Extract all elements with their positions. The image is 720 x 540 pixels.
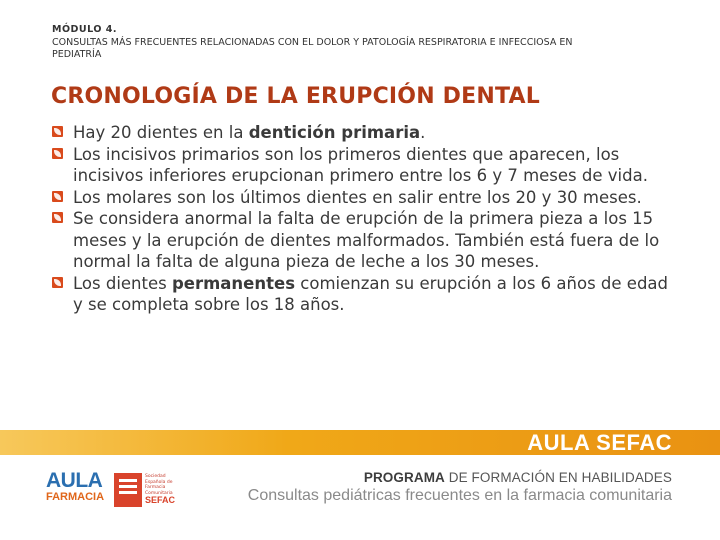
sefac-mark-icon: [114, 473, 142, 507]
checkbox-bullet-icon: [52, 126, 63, 137]
checkbox-bullet-icon: [52, 148, 63, 159]
bullet-item: [52, 122, 672, 144]
bullet-item: [52, 273, 672, 316]
module-subtitle: CONSULTAS MÁS FRECUENTES RELACIONADAS CON EL DOLOR Y PATOLOGÍA RESPIRATORIA E INFECCIOSA EN PEDIATRÍA: [52, 36, 573, 60]
slide-title: CRONOLOGÍA DE LA ERUPCIÓN DENTAL: [51, 84, 540, 109]
footer-band: [0, 430, 720, 455]
program-title: [248, 470, 672, 486]
bullet-text: Los dientes: [73, 273, 172, 293]
bullet-item: [52, 144, 672, 187]
bullet-text: .: [420, 123, 426, 142]
bullet-emphasis: dentición primaria: [248, 123, 421, 142]
program-title-rest: DE FORMACIÓN EN HABILIDADES: [444, 470, 672, 485]
module-title: MÓDULO 4.: [52, 24, 117, 35]
farmacia-logo-text: FARMACIA: [46, 491, 105, 503]
aula-logo-text: AULA: [46, 469, 103, 492]
bullet-emphasis: permanentes: [171, 273, 296, 293]
bullet-list: [52, 122, 672, 316]
sefac-society-name: Sociedad Española de Farmacia Comunitaria: [145, 474, 173, 496]
program-subtitle: Consultas pediátricas frecuentes en la farmacia comunitaria: [247, 487, 672, 504]
bullet-text: Los molares son los últimos dientes en salir entre los 20 y 30 meses.: [73, 187, 642, 207]
checkbox-bullet-icon: [52, 212, 63, 223]
program-info: [248, 470, 672, 505]
bullet-text: Los incisivos primarios son los primeros dientes que aparecen, los incisivos inferiores erupcionan primero entre los 6 y 7 meses de vida.: [73, 144, 648, 185]
bullet-text: Se considera anormal la falta de erupción de la primera pieza a los 15 meses y la erupción de dientes malformados. También está fuera de lo normal la falta de alguna pieza de leche a los 30 meses.: [73, 209, 660, 271]
sefac-wordmark: SEFAC: [145, 495, 176, 505]
module-header: [52, 24, 612, 62]
checkbox-bullet-icon: [52, 191, 63, 202]
checkbox-bullet-icon: [52, 277, 63, 288]
sefac-logo: [114, 473, 176, 507]
bullet-item: [52, 187, 672, 209]
aula-sefac-label: AULA SEFAC: [527, 430, 672, 455]
bullet-text: Hay 20 dientes en la: [73, 123, 249, 142]
bullet-item: [52, 208, 672, 273]
program-title-bold: PROGRAMA: [363, 470, 445, 485]
aula-farmacia-logo: [46, 471, 106, 507]
bullet-text: comienzan su erupción a los 6 años de edad y se completa sobre los 18 años.: [73, 273, 669, 314]
